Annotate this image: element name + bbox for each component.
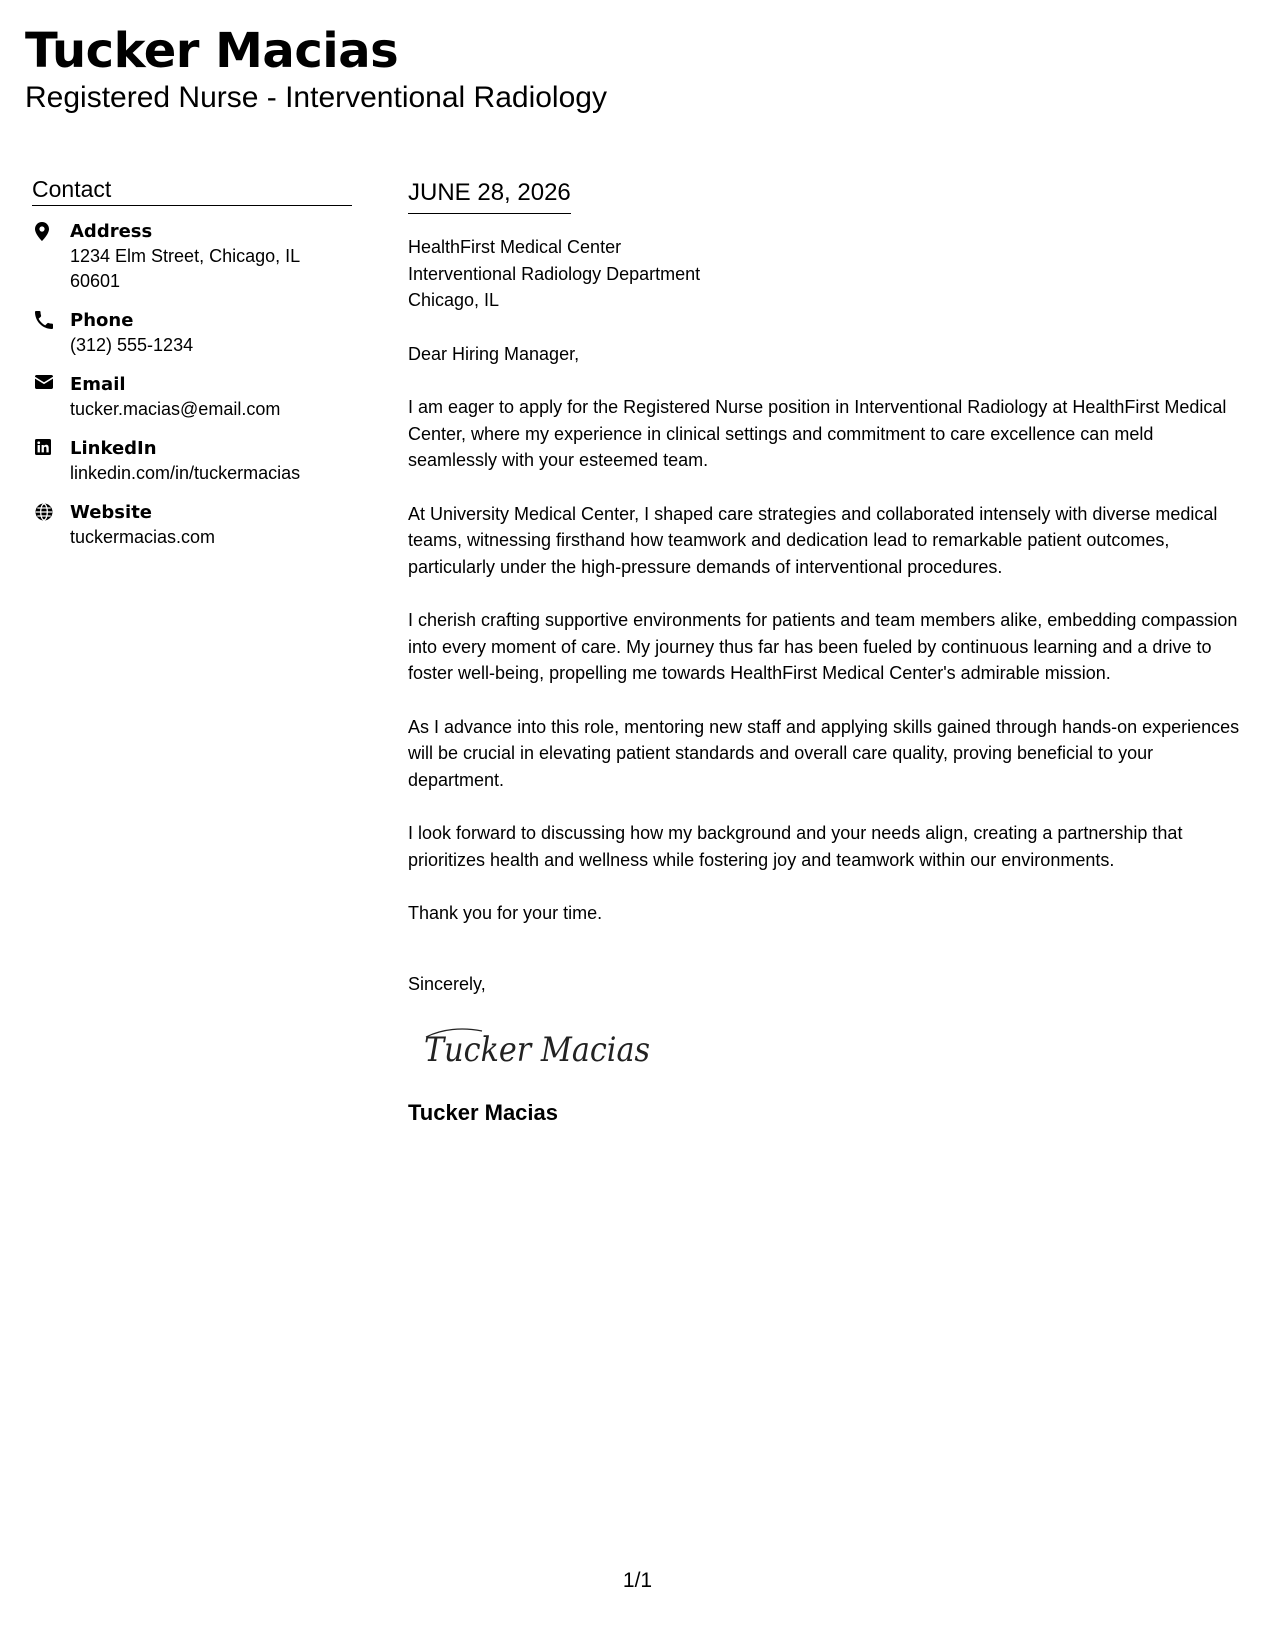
applicant-role: Registered Nurse - Interventional Radiology — [25, 81, 607, 114]
contact-value: (312) 555-1234 — [70, 335, 194, 355]
applicant-name: Tucker Macias — [25, 23, 399, 79]
contact-label: Phone — [70, 310, 134, 331]
contact-email — [32, 372, 352, 422]
signed-name: Tucker Macias — [408, 1100, 559, 1125]
contact-heading: Contact — [32, 174, 352, 206]
recipient-department: Interventional Radiology Department — [408, 263, 701, 284]
letter-paragraph: As I advance into this role, mentoring new staff and applying skills gained through hands-on experiences will be crucial in elevating patient standards and overall care quality, proving beneficial to your department. — [408, 716, 1240, 790]
recipient-block — [408, 234, 1243, 314]
contact-label: Website — [70, 502, 153, 523]
contact-website — [32, 500, 352, 550]
linkedin-icon — [32, 436, 70, 455]
contact-label: Address — [70, 221, 153, 242]
contact-value: tucker.macias@email.com — [70, 399, 281, 419]
letter-paragraph: I am eager to apply for the Registered Nurse position in Interventional Radiology at HealthFirst Medical Center, where my experience in clinical settings and commitment to care excellence can meld seamlessly with your esteemed team. — [408, 397, 1227, 470]
letter-date: JUNE 28, 2026 — [408, 176, 571, 214]
recipient-organization: HealthFirst Medical Center — [408, 237, 622, 257]
contact-value: 1234 Elm Street, Chicago, IL 60601 — [70, 246, 300, 291]
contact-sidebar — [32, 174, 352, 564]
globe-icon — [32, 500, 70, 521]
contact-address — [32, 219, 352, 294]
svg-text:Tucker Macias: Tucker Macias — [424, 1030, 650, 1070]
contact-label: LinkedIn — [70, 438, 157, 459]
letter-paragraph: I cherish crafting supportive environments for patients and team members alike, embedding compassion into every moment of care. My journey thus far has been fueled by continuous learning and a drive to foster well-being, propelling me towards HealthFirst Medical Center's admirable mission. — [408, 610, 1238, 683]
letter-paragraph: Thank you for your time. — [408, 903, 603, 923]
contact-label: Email — [70, 374, 126, 395]
page-number: 1/1 — [622, 1569, 653, 1592]
closing: Sincerely, — [408, 973, 486, 994]
location-pin-icon — [32, 219, 70, 241]
phone-icon — [32, 308, 70, 329]
contact-linkedin — [32, 436, 352, 486]
signature-image — [422, 1023, 662, 1075]
envelope-icon — [32, 372, 70, 389]
letter-header — [25, 22, 607, 116]
letter-paragraph: At University Medical Center, I shaped care strategies and collaborated intensely with diverse medical teams, witnessing firsthand how teamwork and dedication lead to remarkable patient outcomes, particularly under the high-pressure demands of interventional procedures. — [408, 503, 1218, 577]
letter-body — [408, 176, 1243, 1127]
letter-paragraph: I look forward to discussing how my background and your needs align, creating a partnership that prioritizes health and wellness while fostering joy and teamwork within our environments. — [408, 823, 1183, 870]
contact-phone — [32, 308, 352, 358]
recipient-location: Chicago, IL — [408, 290, 500, 310]
contact-value: linkedin.com/in/tuckermacias — [70, 463, 301, 483]
contact-value: tuckermacias.com — [70, 527, 216, 547]
salutation: Dear Hiring Manager, — [408, 343, 580, 364]
